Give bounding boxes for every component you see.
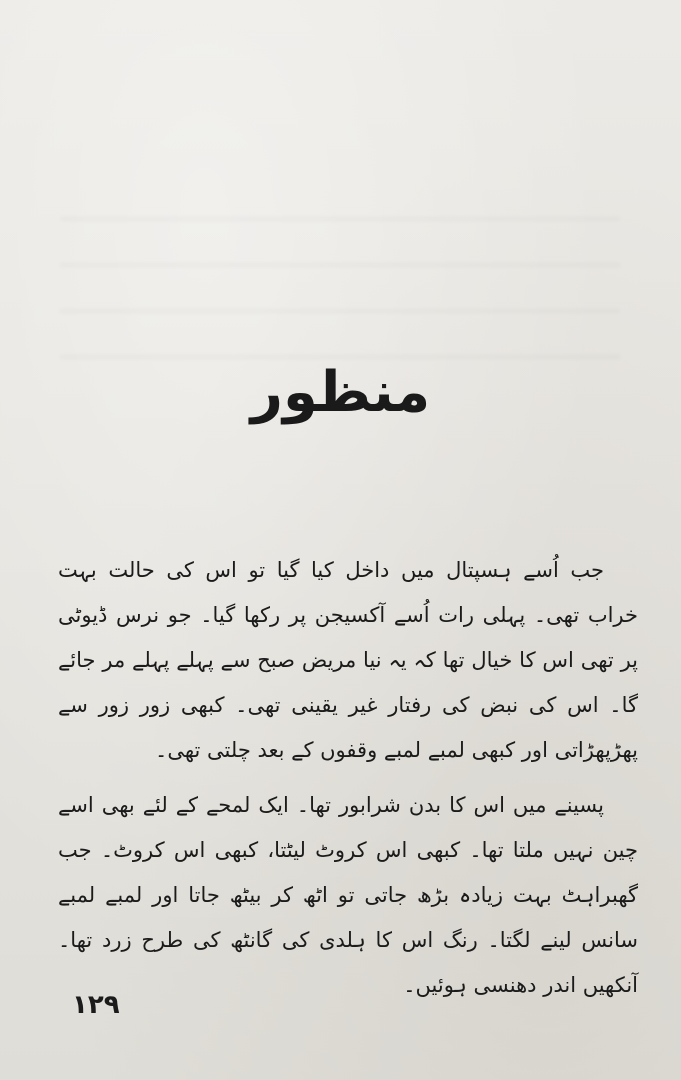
- show-through-text: [60, 180, 620, 380]
- chapter-body: [58, 548, 638, 1018]
- paragraph-1: جب اُسے ہسپتال میں داخل کیا گیا تو اس کی حالت بہت خراب تھی۔ پہلی رات اُسے آکسیجن پر رکھا گیا۔ جو نرس ڈیوٹی پر تھی اس کا خیال تھا کہ یہ نیا مریض صبح سے پہلے پہلے مر جائے گا۔ اس کی نبض کی رفتار غیر یقینی تھی۔ کبھی زور زور سے پھڑپھڑاتی اور کبھی لمبے لمبے وقفوں کے بعد چلتی تھی۔: [58, 558, 638, 762]
- page-number: ۱۲۹: [72, 990, 120, 1020]
- paragraph-2: پسینے میں اس کا بدن شرابور تھا۔ ایک لمحے کے لئے بھی اسے چین نہیں ملتا تھا۔ کبھی اس کروٹ لیٹتا، کبھی اس کروٹ۔ جب گھبراہٹ بہت زیادہ بڑھ جاتی تو اٹھ کر بیٹھ جاتا اور لمبے لمبے سانس لینے لگتا۔ رنگ اس کا ہلدی کی گانٹھ کی طرح زرد تھا۔ آنکھیں اندر دھنسی ہوئیں۔: [58, 793, 638, 997]
- chapter-title: منظور: [250, 360, 431, 425]
